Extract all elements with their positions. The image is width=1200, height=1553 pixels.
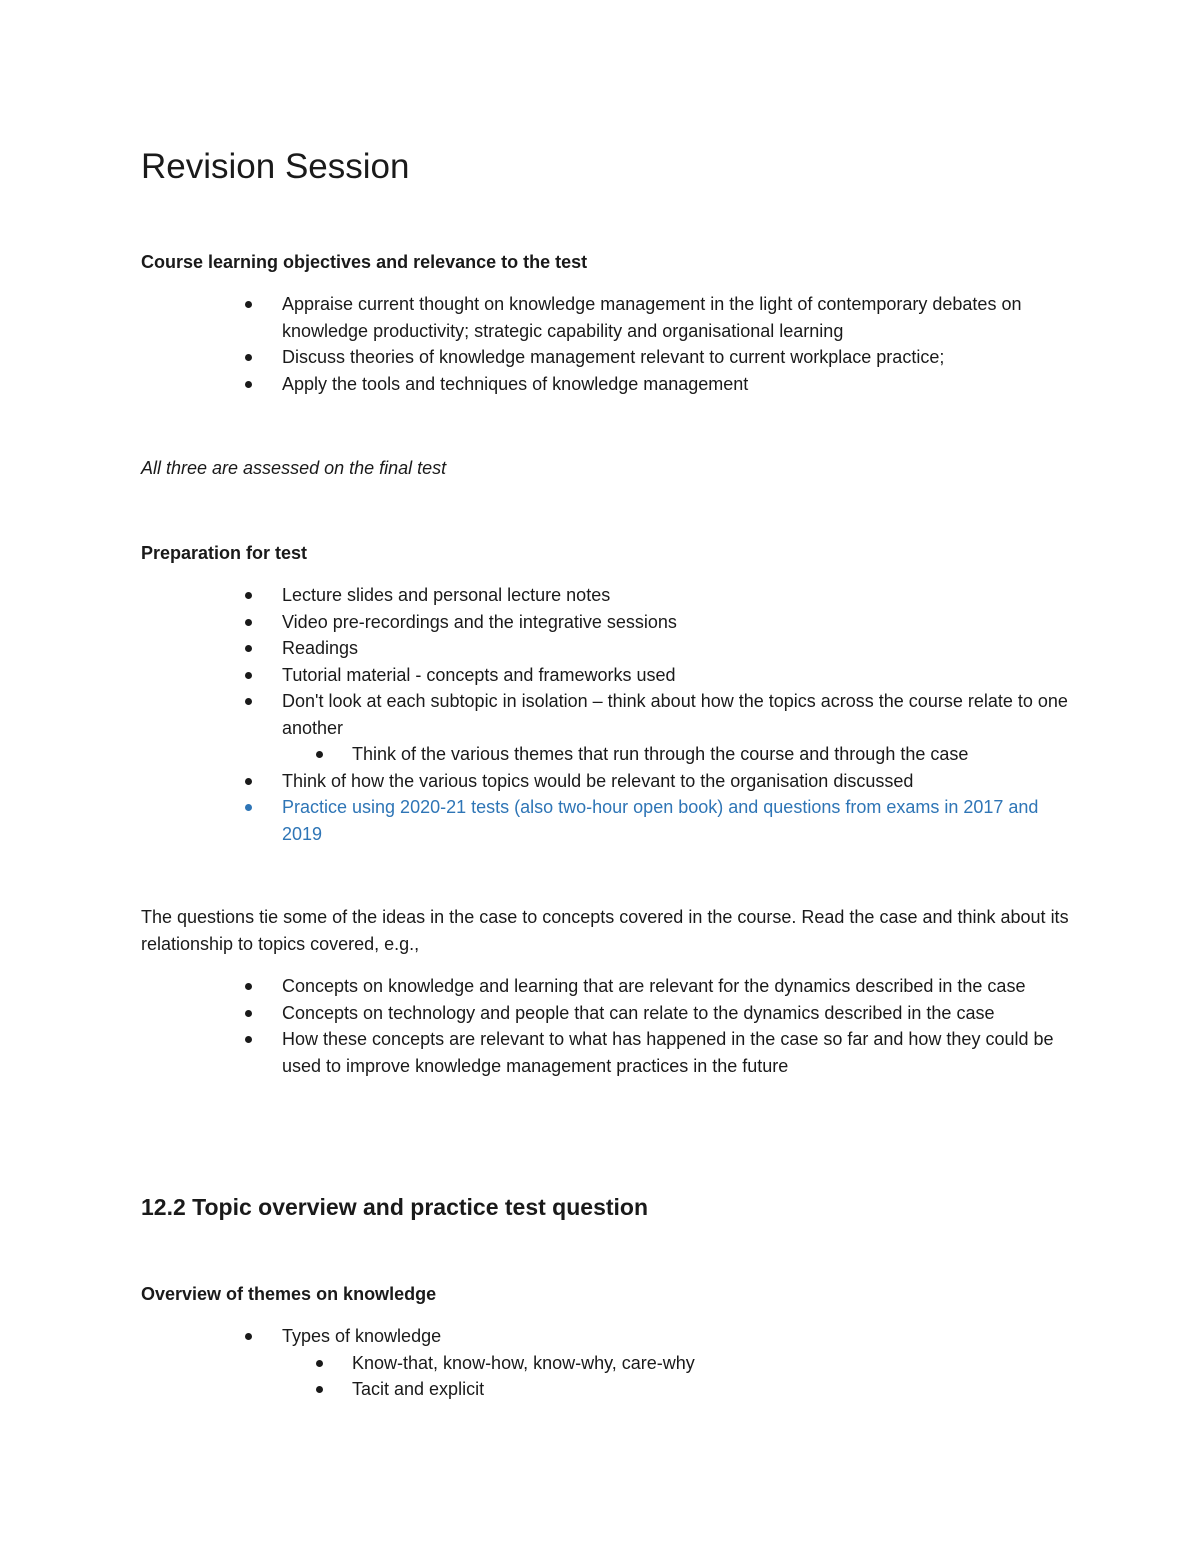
questions-list-block xyxy=(141,973,1071,1079)
section-12-2-block xyxy=(141,1192,1071,1222)
overview-block xyxy=(141,1281,1071,1307)
list-item-text: Don't look at each subtopic in isolation – think about how the topics across the course relate to one another xyxy=(282,691,1068,738)
list-item-nested xyxy=(141,741,1071,768)
questions-list xyxy=(141,973,1071,1079)
list-item xyxy=(141,688,1071,741)
list-item-text: Tacit and explicit xyxy=(352,1379,485,1399)
list-item xyxy=(141,582,1071,609)
objectives-section xyxy=(141,249,1071,275)
list-item xyxy=(141,371,1071,398)
title-block xyxy=(141,146,1071,188)
preparation-section xyxy=(141,540,1071,566)
list-item xyxy=(141,291,1071,344)
preparation-list-block xyxy=(141,582,1071,847)
assessment-note: All three are assessed on the final test xyxy=(141,458,447,478)
list-item xyxy=(141,973,1071,1000)
list-item-nested xyxy=(141,1376,1071,1403)
list-item xyxy=(141,1323,1071,1350)
preparation-list xyxy=(141,582,1071,847)
bullet-icon xyxy=(245,354,252,361)
bullet-icon xyxy=(245,381,252,388)
bullet-icon xyxy=(245,592,252,599)
list-item-text: Video pre-recordings and the integrative sessions xyxy=(282,611,677,632)
overview-heading: Overview of themes on knowledge xyxy=(141,1284,437,1304)
list-item xyxy=(141,768,1071,795)
list-item-text: Know-that, know-how, know-why, care-why xyxy=(352,1352,695,1373)
bullet-icon xyxy=(245,1010,252,1017)
bullet-icon xyxy=(245,1036,252,1043)
bullet-icon xyxy=(245,778,252,785)
bullet-icon xyxy=(245,619,252,626)
list-item xyxy=(141,635,1071,662)
list-item-text: Think of how the various topics would be relevant to the organisation discussed xyxy=(282,770,914,791)
bullet-icon xyxy=(245,645,252,652)
list-item-text: Think of the various themes that run through the course and through the case xyxy=(352,744,969,764)
list-item-text: Concepts on technology and people that can relate to the dynamics described in the case xyxy=(282,1002,995,1023)
bullet-icon xyxy=(316,1360,323,1367)
list-item xyxy=(141,344,1071,371)
objectives-list xyxy=(141,291,1071,397)
list-item-text: Apply the tools and techniques of knowledge management xyxy=(282,373,749,394)
document-title: Revision Session xyxy=(141,147,410,186)
list-item-text: Concepts on knowledge and learning that are relevant for the dynamics described in the case xyxy=(282,976,1026,996)
assessment-note-block xyxy=(141,455,1071,482)
list-item-text: Practice using 2020-21 tests (also two-hour open book) and questions from exams in 2017 and 2019 xyxy=(282,797,1039,844)
list-item-text: Appraise current thought on knowledge management in the light of contemporary debates on knowledge productivity; strategic capability and organisational learning xyxy=(282,294,1022,341)
bullet-icon xyxy=(245,1333,252,1340)
overview-list-block xyxy=(141,1323,1071,1403)
bullet-icon xyxy=(245,672,252,679)
preparation-heading: Preparation for test xyxy=(141,543,308,563)
objectives-list-block xyxy=(141,291,1071,397)
bullet-icon xyxy=(316,1386,323,1393)
bullet-icon xyxy=(316,751,323,758)
list-item-text: Tutorial material - concepts and frameworks used xyxy=(282,664,676,685)
list-item-text: Lecture slides and personal lecture notes xyxy=(282,585,611,605)
objectives-heading: Course learning objectives and relevance to the test xyxy=(141,252,588,272)
list-item xyxy=(141,662,1071,689)
section-heading: 12.2 Topic overview and practice test question xyxy=(141,1194,649,1220)
questions-intro: The questions tie some of the ideas in the case to concepts covered in the course. Read the case and think about its relationship to topics covered, e.g., xyxy=(141,907,1069,954)
bullet-icon xyxy=(245,301,252,308)
bullet-icon xyxy=(245,983,252,990)
list-item-highlighted xyxy=(141,794,1071,847)
list-item xyxy=(141,1026,1071,1079)
overview-list xyxy=(141,1323,1071,1403)
list-item-text: Discuss theories of knowledge management relevant to current workplace practice; xyxy=(282,347,945,367)
bullet-icon xyxy=(245,698,252,705)
questions-intro-block xyxy=(141,904,1071,957)
list-item xyxy=(141,609,1071,636)
list-item-nested xyxy=(141,1350,1071,1377)
bullet-icon xyxy=(245,804,252,811)
list-item xyxy=(141,1000,1071,1027)
list-item-text: Types of knowledge xyxy=(282,1326,442,1346)
list-item-text: How these concepts are relevant to what has happened in the case so far and how they could be used to improve knowledge management practices in the future xyxy=(282,1029,1054,1076)
list-item-text: Readings xyxy=(282,638,359,658)
